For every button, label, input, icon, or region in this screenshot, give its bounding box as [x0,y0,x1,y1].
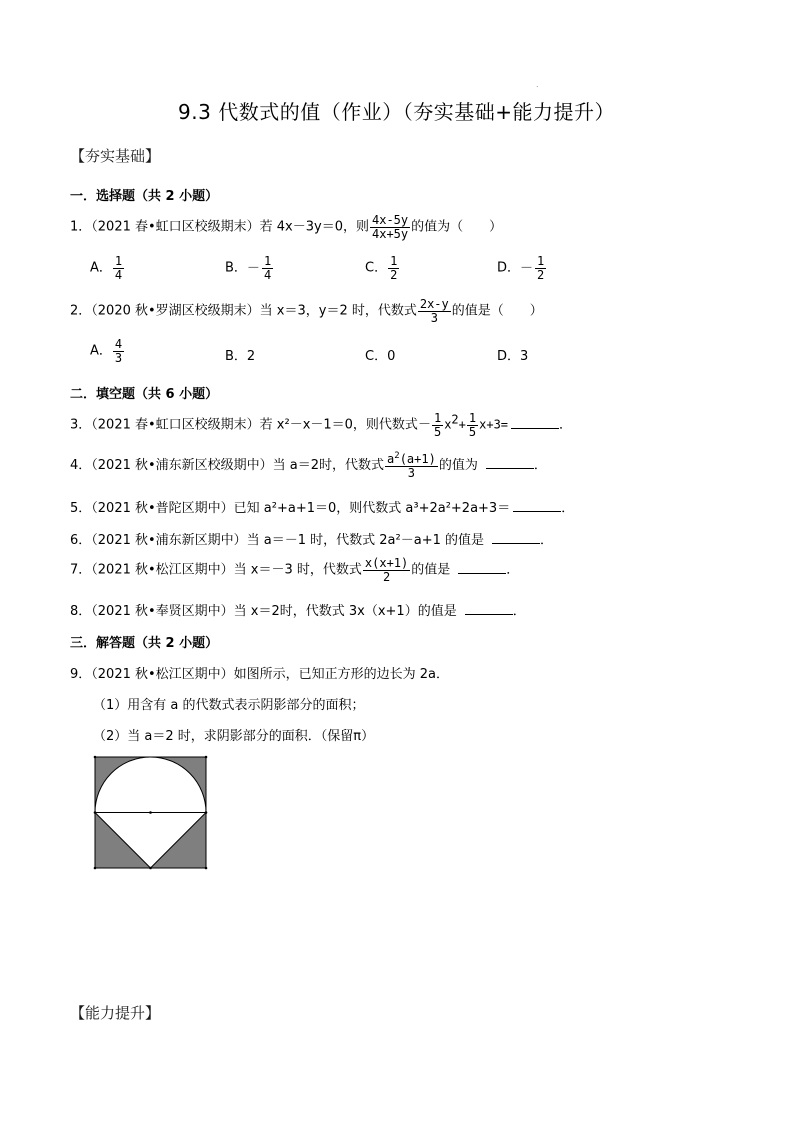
q8-end: ． [512,604,526,619]
q4-fraction [385,452,438,479]
q3-frac2-num: 1 [468,411,477,425]
q3-frac1-num: 1 [433,411,442,425]
q2-frac-num: 2x-y [419,297,449,311]
answer-blank[interactable] [465,602,513,615]
option-num: 4 [114,337,123,351]
q2-option-a[interactable] [90,338,125,364]
q4-rest: (a+1) [399,452,436,466]
option-label: D． [497,260,521,276]
vertex-point [94,756,97,759]
q3-plus: + [458,417,466,432]
q3-sign: － [417,417,431,433]
q4-prefix: 4．（2021 秋•浦东新区校级期中）当 a＝2时，代数式 [70,458,385,474]
q5-text: 5．（2021 秋•普陀区期中）已知 a²+a+1＝0，则代数式 a³+2a²+2a+3＝ [70,501,511,516]
q2-suffix: 的值是（ ） [451,303,543,319]
question-2 [70,298,543,324]
q1-frac-den: 4x+5y [372,226,409,241]
heading-choice: 一．选择题（共 2 小题） [70,189,219,204]
answer-blank[interactable] [511,416,559,429]
option-label: B． [225,260,247,276]
option-den: 3 [114,350,123,365]
option-num: 1 [390,254,398,268]
vertex-point [205,756,208,759]
q2-prefix: 2．（2020 秋•罗湖区校级期末）当 x＝3，y＝2 时，代数式 [70,303,417,319]
q4-frac-num [385,452,438,467]
option-fraction [113,255,124,281]
answer-blank[interactable] [513,499,561,512]
q3-exp: 2 [451,412,459,427]
question-3 [70,412,572,438]
question-5 [70,497,574,516]
q4-end: ． [533,458,547,474]
answer-blank[interactable] [486,456,534,469]
q1-option-d[interactable] [497,255,547,281]
option-label: A． [90,343,112,359]
heading-fill: 二．填空题（共 6 小题） [70,387,219,402]
option-fraction [388,255,399,281]
q7-frac-num: x(x+1) [364,556,409,570]
answer-blank[interactable] [492,531,540,544]
page-title: 9.3 代数式的值（作业）（夯实基础+能力提升） [178,100,615,124]
option-den: 2 [537,267,545,282]
question-1 [70,214,502,240]
q4-frac-den: 3 [407,465,416,480]
q3-var: x [444,417,452,432]
question-9-part-1: （1）用含有 a 的代数式表示阴影部分的面积； [93,698,365,713]
question-6 [70,529,553,548]
q2-option-d[interactable]: D．3 [497,349,529,364]
q3-frac2-den: 5 [468,424,477,439]
q2-option-b[interactable]: B．2 [225,349,256,364]
vertex-point [94,811,97,814]
q1-option-c[interactable] [365,255,400,281]
question-4 [70,452,547,479]
q7-end: ． [506,562,520,578]
center-point [149,811,152,814]
q1-option-b[interactable] [225,255,274,281]
q3-fraction-1 [432,412,443,438]
q5-end: ． [561,501,575,516]
q3-fraction-2 [467,412,478,438]
question-9-part-2: （2）当 a＝2 时，求阴影部分的面积．（保留π） [93,729,375,744]
q4-exp: 2 [394,451,400,461]
q2-fraction [418,298,451,324]
q7-frac-den: 2 [382,569,391,584]
answer-blank[interactable] [458,561,506,574]
option-fraction [113,338,124,364]
vertex-point [149,867,152,870]
option-num: 1 [537,254,545,268]
question-9: 9．（2021 秋•松江区期中）如图所示，已知正方形的边长为 2a． [70,667,450,682]
square-figure [90,752,212,874]
vertex-point [205,811,208,814]
option-sign: － [246,260,260,276]
q3-rest: x+3= [479,417,509,432]
option-den: 4 [263,267,272,282]
question-8 [70,600,526,619]
q3-frac1-den: 5 [433,424,442,439]
q3-end: ． [559,417,573,433]
heading-answer: 三．解答题（共 2 小题） [70,636,219,651]
option-fraction [262,255,273,281]
q1-prefix: 1．（2021 春•虹口区校级期末）若 4x－3y＝0，则 [70,219,369,235]
q1-suffix: 的值为（ ） [411,219,503,235]
section-advanced: 【能力提升】 [70,1004,161,1022]
q3-prefix: 3．（2021 春•虹口区校级期末）若 x²－x－1＝0，则代数式 [70,417,418,433]
option-sign: － [520,260,534,276]
vertex-point [205,867,208,870]
q1-option-a[interactable] [90,255,125,281]
q2-option-c[interactable]: C．0 [365,349,396,364]
q4-suffix: 的值为 [438,458,478,474]
option-label: A． [90,260,112,276]
question-7 [70,557,519,583]
q7-suffix: 的值是 [411,562,451,578]
option-den: 4 [114,267,123,282]
q7-prefix: 7．（2021 秋•松江区期中）当 x＝－3 时，代数式 [70,562,362,578]
vertex-point [94,867,97,870]
option-num: 1 [114,254,123,268]
option-num: 1 [263,254,272,268]
option-label: C． [365,260,388,276]
section-basic: 【夯实基础】 [70,147,161,165]
option-fraction [535,255,546,281]
q2-frac-den: 3 [430,310,438,325]
q1-fraction [370,214,410,240]
q6-end: ． [540,533,554,548]
stray-mark: . [536,80,539,89]
q4-base: a [387,452,395,466]
q7-fraction [363,557,410,583]
q6-text: 6．（2021 秋•浦东新区期中）当 a＝－1 时，代数式 2a²－a+1 的值是 [70,533,485,548]
q1-frac-num: 4x-5y [372,213,409,227]
q8-text: 8．（2021 秋•奉贤区期中）当 x＝2时，代数式 3x（x+1）的值是 [70,604,457,619]
option-den: 2 [390,267,398,282]
